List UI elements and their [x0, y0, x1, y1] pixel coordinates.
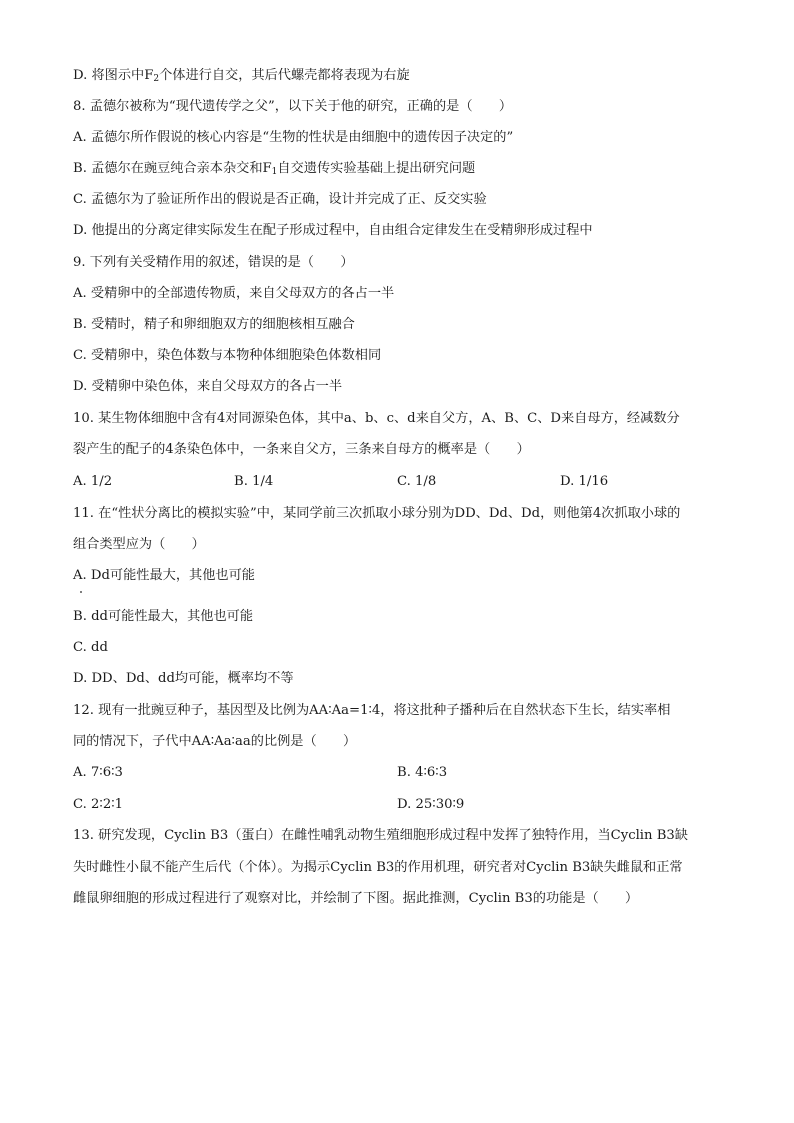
q10-option-d[interactable]: D. 1/16	[560, 474, 609, 489]
q12-option-b[interactable]: B. 4∶6∶3	[397, 765, 448, 780]
q12-stem-line2: 同的情况下，子代中AA∶Aa∶aa的比例是（ ）	[73, 734, 357, 749]
stray-dot-mark	[80, 591, 82, 593]
q8-option-a[interactable]: A. 孟德尔所作假说的核心内容是“生物的性状是由细胞中的遗传因子决定的”	[73, 130, 514, 145]
q8-option-b-subscript: 1	[271, 167, 278, 177]
q9-option-a[interactable]: A. 受精卵中的全部遗传物质，来自父母双方的各占一半	[73, 286, 395, 301]
q11-stem-line1: 11. 在“性状分离比的模拟实验”中，某同学前三次抓取小球分别为DD、Dd、Dd，则他第4次抓取小球的	[73, 506, 681, 521]
q8-option-b-text: B. 孟德尔在豌豆纯合亲本杂交和F	[73, 161, 272, 176]
q13-stem-line3: 雌鼠卵细胞的形成过程进行了观察对比，并绘制了下图。据此推测，Cyclin B3的功能是（ ）	[73, 891, 639, 906]
q9-option-b[interactable]: B. 受精时，精子和卵细胞双方的细胞核相互融合	[73, 317, 355, 332]
q9-option-d[interactable]: D. 受精卵中染色体，来自父母双方的各占一半	[73, 379, 343, 394]
q8-option-d[interactable]: D. 他提出的分离定律实际发生在配子形成过程中，自由组合定律发生在受精卵形成过程中	[73, 223, 593, 238]
q11-option-c[interactable]: C. dd	[73, 640, 108, 655]
q13-stem-line2: 失时雌性小鼠不能产生后代（个体）。为揭示Cyclin B3的作用机理，研究者对Cyclin B3缺失雌鼠和正常	[73, 860, 683, 875]
q8-option-b-text-end: 自交遗传实验基础上提出研究问题	[277, 161, 476, 176]
q8-stem: 8. 孟德尔被称为“现代遗传学之父”，以下关于他的研究，正确的是（ ）	[73, 99, 513, 114]
q10-option-b[interactable]: B. 1/4	[234, 474, 274, 489]
q10-stem-line1: 10. 某生物体细胞中含有4对同源染色体，其中a、b、c、d来自父方，A、B、C、D来自母方，经减数分	[73, 411, 680, 426]
q7-option-d[interactable]	[73, 66, 734, 86]
q9-option-c[interactable]: C. 受精卵中，染色体数与本物种体细胞染色体数相同	[73, 348, 382, 363]
q11-option-b[interactable]: B. dd可能性最大，其他也可能	[73, 609, 254, 624]
q8-option-b[interactable]	[73, 159, 734, 179]
q10-stem-line2: 裂产生的配子的4条染色体中，一条来自父方，三条来自母方的概率是（ ）	[73, 442, 530, 457]
q11-option-a[interactable]: A. Dd可能性最大，其他也可能	[73, 568, 255, 583]
q7-option-d-subscript: 2	[153, 74, 160, 84]
q10-option-a[interactable]: A. 1/2	[73, 474, 113, 489]
q7-option-d-text-end: 个体进行自交，其后代螺壳都将表现为右旋	[159, 68, 410, 83]
q11-stem-line2: 组合类型应为（ ）	[73, 537, 205, 552]
q10-option-c[interactable]: C. 1/8	[397, 474, 437, 489]
q12-option-c[interactable]: C. 2∶2∶1	[73, 797, 124, 812]
q7-option-d-text: D. 将图示中F	[73, 68, 154, 83]
q12-option-a[interactable]: A. 7∶6∶3	[73, 765, 123, 780]
q11-option-d[interactable]: D. DD、Dd、dd均可能，概率均不等	[73, 671, 294, 686]
q13-stem-line1: 13. 研究发现，Cyclin B3（蛋白）在雌性哺乳动物生殖细胞形成过程中发挥了独特作用，当Cyclin B3缺	[73, 828, 688, 843]
q12-option-d[interactable]: D. 25∶30∶9	[397, 797, 465, 812]
q8-option-c[interactable]: C. 孟德尔为了验证所作出的假说是否正确，设计并完成了正、反交实验	[73, 192, 487, 207]
q9-stem: 9. 下列有关受精作用的叙述，错误的是（ ）	[73, 255, 354, 270]
q12-stem-line1: 12. 现有一批豌豆种子，基因型及比例为AA∶Aa=1∶4，将这批种子播种后在自然状态下生长，结实率相	[73, 703, 671, 718]
